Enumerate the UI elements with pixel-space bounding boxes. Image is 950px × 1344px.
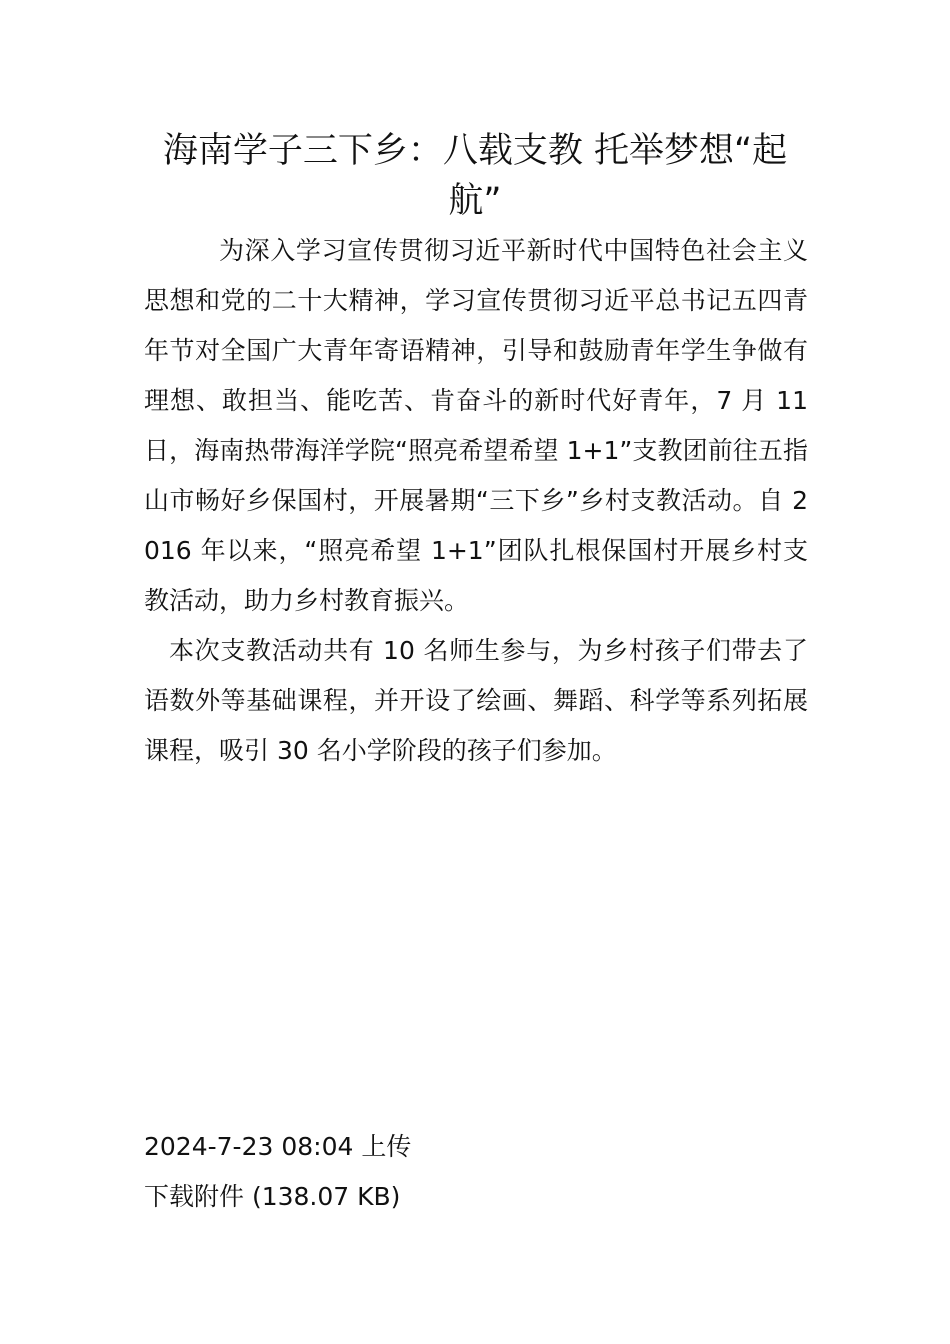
download-attachment-link[interactable]: 下载附件 (138.07 KB) xyxy=(144,1182,401,1211)
article-title: 海南学子三下乡：八载支教 托举梦想“起航” xyxy=(162,131,788,221)
upload-timestamp: 2024-7-23 08:04 上传 xyxy=(144,1132,412,1161)
attachment-info xyxy=(144,1122,808,1222)
article-paragraph-2: 本次支教活动共有 10 名师生参与，为乡村孩子们带去了语数外等基础课程，并开设了绘画、舞蹈、科学等系列拓展课程，吸引 30 名小学阶段的孩子们参加。 xyxy=(144,636,808,765)
article-body xyxy=(144,226,808,776)
article-paragraph-1: 为深入学习宣传贯彻习近平新时代中国特色社会主义思想和党的二十大精神，学习宣传贯彻习近平总书记五四青年节对全国广大青年寄语精神，引导和鼓励青年学生争做有理想、敢担当、能吃苦、肯奋斗的新时代好青年，7 月 11 日，海南热带海洋学院“照亮希望希望 1+1”支教团前往五指山市畅好乡保国村，开展暑期“三下乡”乡村支教活动。自 2016 年以来，“照亮希望 1+1”团队扎根保国村开展乡村支教活动，助力乡村教育振兴。 xyxy=(144,236,808,615)
